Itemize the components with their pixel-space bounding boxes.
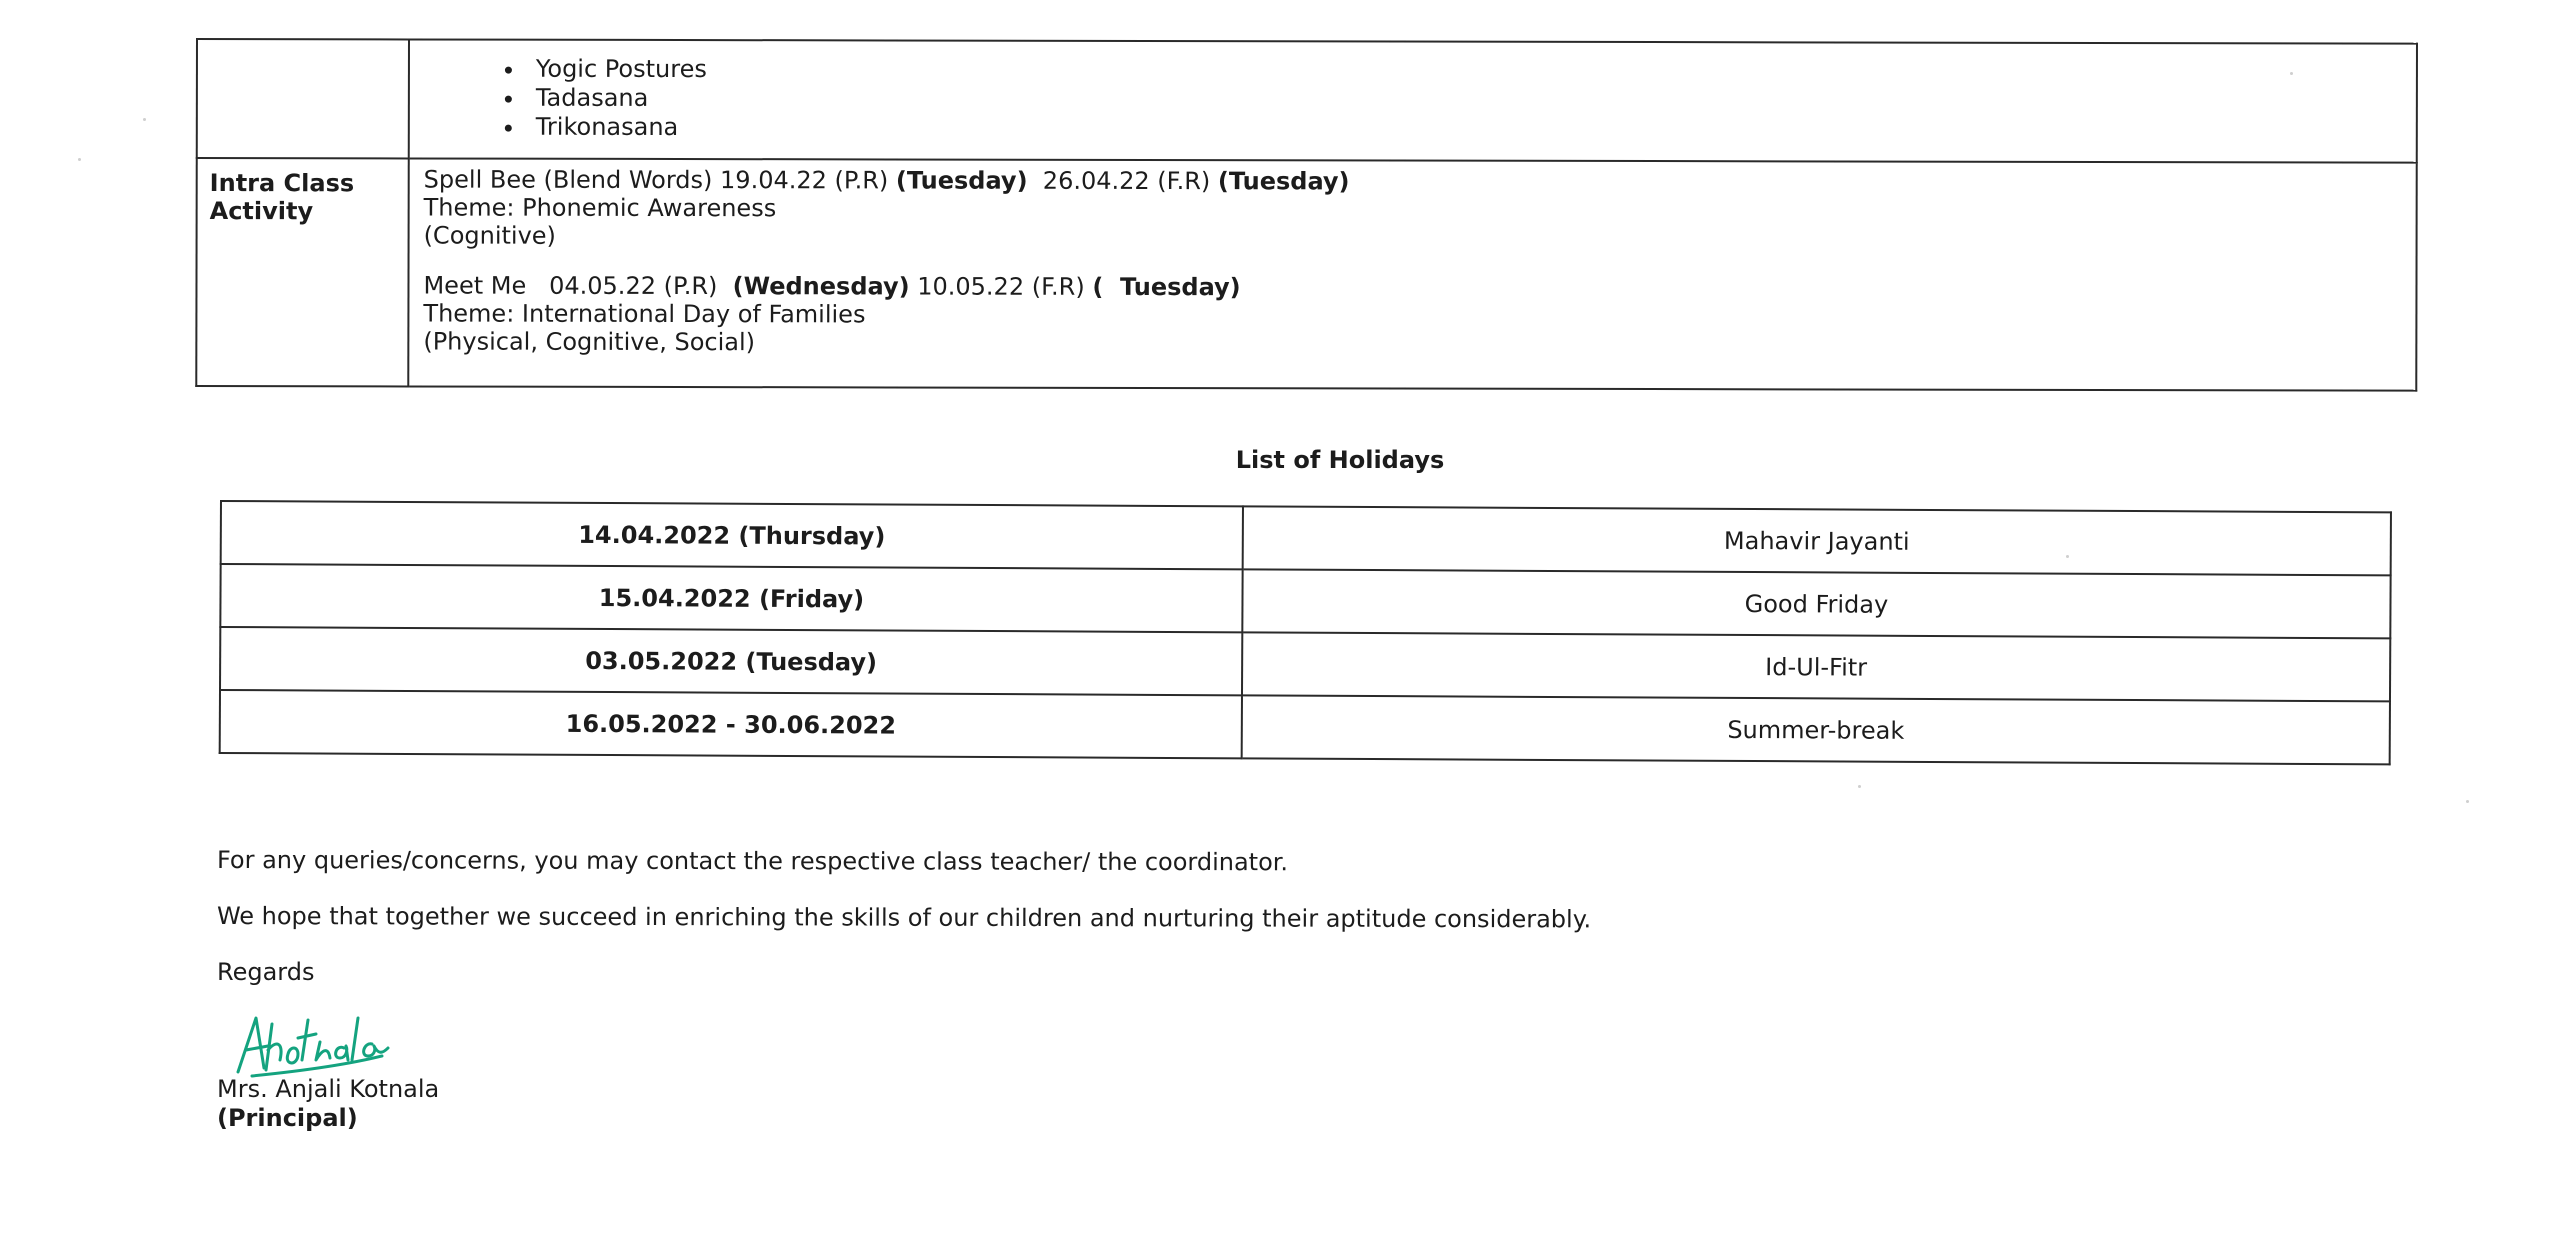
spell-bee-line (424, 165, 2402, 197)
yoga-content-cell (409, 39, 2417, 162)
meet-me-line (423, 271, 2401, 303)
holiday-occasion: Summer-break (1242, 695, 2390, 764)
meet-me-day1: (Wednesday) (732, 272, 910, 301)
scan-speck (2066, 555, 2069, 558)
spell-bee-theme: Theme: Phonemic Awareness (423, 193, 777, 223)
holiday-occasion: Good Friday (1242, 569, 2390, 638)
regards-text: Regards (217, 958, 315, 986)
scan-speck (2466, 800, 2469, 803)
meet-me-domains: (Physical, Cognitive, Social) (423, 327, 756, 357)
table-row (220, 564, 2390, 638)
activity-table (195, 38, 2418, 392)
yoga-list (424, 54, 2402, 145)
spell-bee-middle: 26.04.22 (F.R) (1027, 166, 1218, 196)
signatory-title: (Principal) (217, 1104, 358, 1132)
meet-me-theme: Theme: International Day of Families (423, 299, 866, 329)
holiday-date: 14.04.2022 (Thursday) (221, 501, 1243, 569)
meet-me-day2: ( Tuesday) (1092, 272, 1241, 302)
intra-class-label-line2: Activity (209, 197, 314, 226)
holiday-occasion: Mahavir Jayanti (1243, 506, 2391, 575)
hope-paragraph: We hope that together we succeed in enriching the skills of our children and nurturing their aptitude considerably. (216, 902, 1592, 934)
table-row-intra-class (196, 158, 2416, 391)
queries-paragraph: For any queries/concerns, you may contact the respective class teacher/ the coordinator. (216, 846, 1289, 877)
spell-bee-day1: (Tuesday) (895, 166, 1028, 195)
list-item: • Trikonasana (526, 113, 2402, 146)
holiday-date: 03.05.2022 (Tuesday) (220, 627, 1242, 695)
table-row (220, 690, 2390, 764)
meet-me-middle: 10.05.22 (F.R) (909, 272, 1093, 301)
spell-bee-domains: (Cognitive) (423, 221, 556, 250)
spell-bee-prefix: Spell Bee (Blend Words) 19.04.22 (P.R) (423, 165, 896, 195)
holidays-title: List of Holidays (1235, 446, 1445, 474)
spell-bee-day2: (Tuesday) (1217, 167, 1350, 196)
table-row-yoga (197, 39, 2417, 163)
intra-class-label-line1: Intra Class (209, 169, 355, 198)
scan-speck (143, 118, 146, 121)
holidays-table (219, 500, 2392, 765)
holiday-occasion: Id-Ul-Fitr (1242, 632, 2390, 701)
intra-class-label (196, 158, 408, 386)
signatory-name: Mrs. Anjali Kotnala (217, 1075, 440, 1103)
table-row (220, 627, 2390, 701)
list-item: • Tadasana (526, 84, 2402, 117)
meet-me-prefix: Meet Me 04.05.22 (P.R) (423, 271, 733, 301)
holiday-date: 16.05.2022 - 30.06.2022 (220, 690, 1242, 758)
table-row (221, 501, 2391, 575)
intra-class-content-cell (408, 158, 2416, 390)
signature-image (232, 1010, 392, 1082)
scan-speck (2290, 72, 2293, 75)
scan-speck (1858, 785, 1861, 788)
empty-label-cell (197, 39, 409, 158)
list-item: • Yogic Postures (526, 55, 2402, 88)
scan-speck (78, 158, 81, 161)
holiday-date: 15.04.2022 (Friday) (220, 564, 1242, 632)
